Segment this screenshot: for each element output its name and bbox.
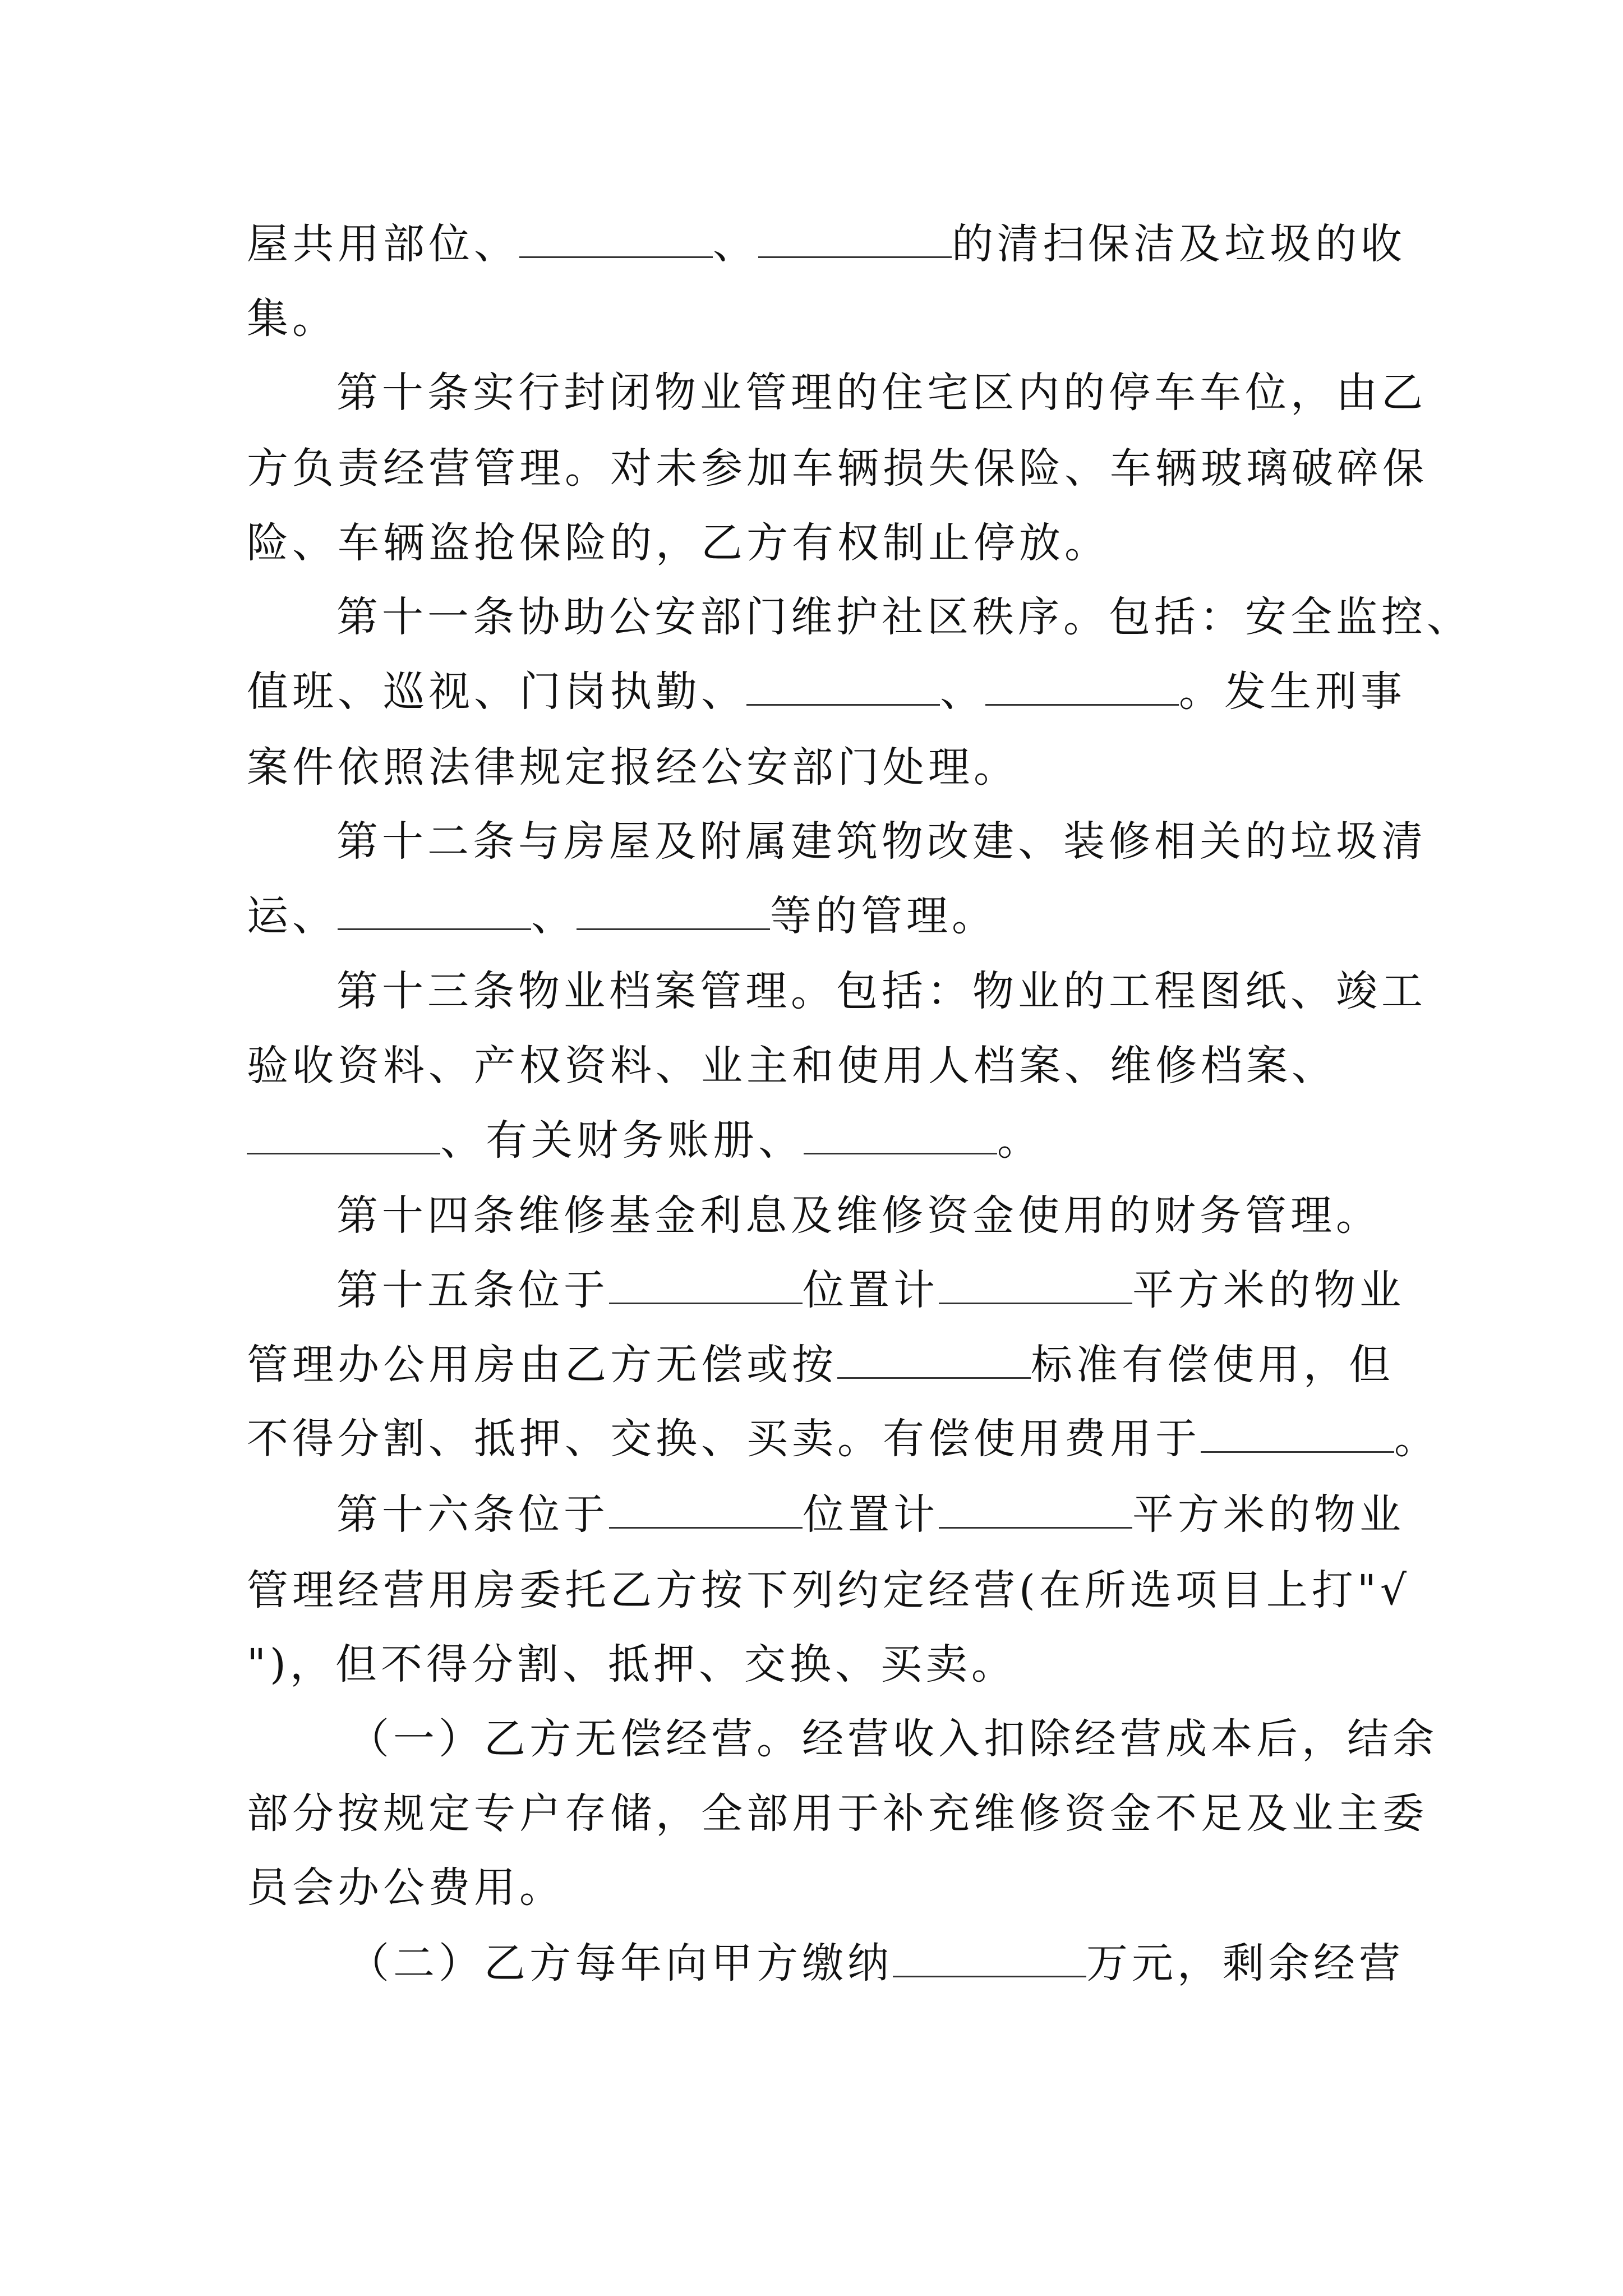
text-line	[247, 882, 997, 950]
fill-in-blank	[1201, 1414, 1394, 1453]
text-line	[247, 1854, 565, 1921]
line-text: 案件依照法律规定报经公安部门处理。	[247, 743, 1019, 792]
text-line	[247, 1405, 1440, 1473]
fill-in-blank	[758, 219, 952, 258]
line-text-segment: 屋共用部位、	[247, 220, 519, 268]
line-text-segment: 第十五条位于	[336, 1266, 609, 1314]
text-line	[247, 1780, 1428, 1847]
fill-in-blank	[746, 667, 940, 706]
line-text-segment: 平方米的物业	[1132, 1490, 1405, 1539]
fill-in-blank	[609, 1266, 803, 1304]
line-text-segment: 。	[1394, 1415, 1440, 1463]
line-text-segment: 、	[940, 668, 985, 716]
fill-in-blank	[837, 1340, 1031, 1379]
line-text-segment: 第十六条位于	[336, 1490, 609, 1539]
line-text: 第十一条协助公安部门维护社区秩序。包括：安全监控、	[336, 593, 1472, 641]
text-line	[348, 1705, 1438, 1773]
line-text: 方负责经营管理。对未参加车辆损失保险、车辆玻璃破碎保	[247, 444, 1428, 493]
line-text: 第十二条与房屋及附属建筑物改建、装修相关的垃圾清	[336, 817, 1427, 866]
fill-in-blank	[247, 1116, 440, 1154]
line-text-segment: 。发生刑事	[1179, 668, 1406, 716]
text-line	[336, 359, 1427, 426]
line-text-segment: 值班、巡视、门岗执勤、	[247, 668, 746, 716]
text-line	[348, 1930, 1404, 1997]
fill-in-blank	[893, 1939, 1086, 1977]
line-text: 第十三条物业档案管理。包括：物业的工程图纸、竣工	[336, 967, 1427, 1015]
line-text-segment: 、有关财务账册、	[440, 1116, 804, 1165]
fill-in-blank	[519, 219, 713, 258]
line-text-segment: 运、	[247, 892, 338, 940]
text-line	[336, 1257, 1405, 1324]
line-text: 险、车辆盗抢保险的，乙方有权制止停放。	[247, 519, 1110, 567]
text-line	[247, 210, 1406, 278]
line-text-segment: 管理办公用房由乙方无偿或按	[247, 1341, 837, 1389]
text-line	[247, 1557, 1410, 1624]
line-text-segment: 平方米的物业	[1132, 1266, 1405, 1314]
text-line	[247, 658, 1406, 725]
fill-in-blank	[609, 1490, 803, 1529]
fill-in-blank	[338, 891, 531, 930]
text-line	[247, 734, 1019, 801]
text-line	[247, 1032, 1337, 1099]
fill-in-blank	[985, 667, 1179, 706]
text-line	[336, 808, 1427, 875]
text-line	[336, 1481, 1405, 1548]
line-text-segment: 、	[713, 220, 758, 268]
line-text-segment: 位置计	[803, 1490, 939, 1539]
line-text: 员会办公费用。	[247, 1864, 565, 1912]
text-line	[247, 285, 338, 352]
line-text: 第十四条维修基金利息及维修资金使用的财务管理。	[336, 1191, 1381, 1240]
line-text-segment: 万元，剩余经营	[1086, 1939, 1404, 1987]
line-text-segment: 不得分割、抵押、交换、买卖。有偿使用费用于	[247, 1415, 1201, 1463]
line-text-segment: 、	[531, 892, 577, 940]
line-text-segment: 的清扫保洁及垃圾的收	[952, 220, 1406, 268]
text-line	[247, 1631, 1017, 1698]
line-text: 集。	[247, 295, 338, 343]
text-line	[247, 1331, 1394, 1398]
line-text: 验收资料、产权资料、业主和使用人档案、维修档案、	[247, 1042, 1337, 1090]
text-line	[247, 435, 1428, 502]
fill-in-blank	[939, 1266, 1132, 1304]
text-line	[247, 1107, 1043, 1174]
line-text-segment: 。	[997, 1116, 1043, 1165]
fill-in-blank	[939, 1490, 1132, 1529]
line-text: ")，但不得分割、抵押、交换、买卖。	[247, 1640, 1017, 1688]
line-text: 管理经营用房委托乙方按下列约定经营(在所选项目上打"√	[247, 1566, 1411, 1614]
line-text-segment: 位置计	[803, 1266, 939, 1314]
line-text: 第十条实行封闭物业管理的住宅区内的停车车位，由乙	[336, 369, 1427, 417]
text-line	[336, 1182, 1381, 1249]
text-line	[247, 509, 1110, 577]
text-line	[336, 583, 1472, 651]
fill-in-blank	[577, 891, 770, 930]
line-text-segment: 标准有偿使用，但	[1031, 1341, 1394, 1389]
line-text-segment: 等的管理。	[770, 892, 997, 940]
line-text: （一）乙方无偿经营。经营收入扣除经营成本后，结余	[348, 1715, 1438, 1763]
line-text-segment: （二）乙方每年向甲方缴纳	[348, 1939, 893, 1987]
text-line	[336, 958, 1427, 1025]
fill-in-blank	[804, 1116, 997, 1154]
line-text: 部分按规定专户存储，全部用于补充维修资金不足及业主委	[247, 1789, 1428, 1838]
